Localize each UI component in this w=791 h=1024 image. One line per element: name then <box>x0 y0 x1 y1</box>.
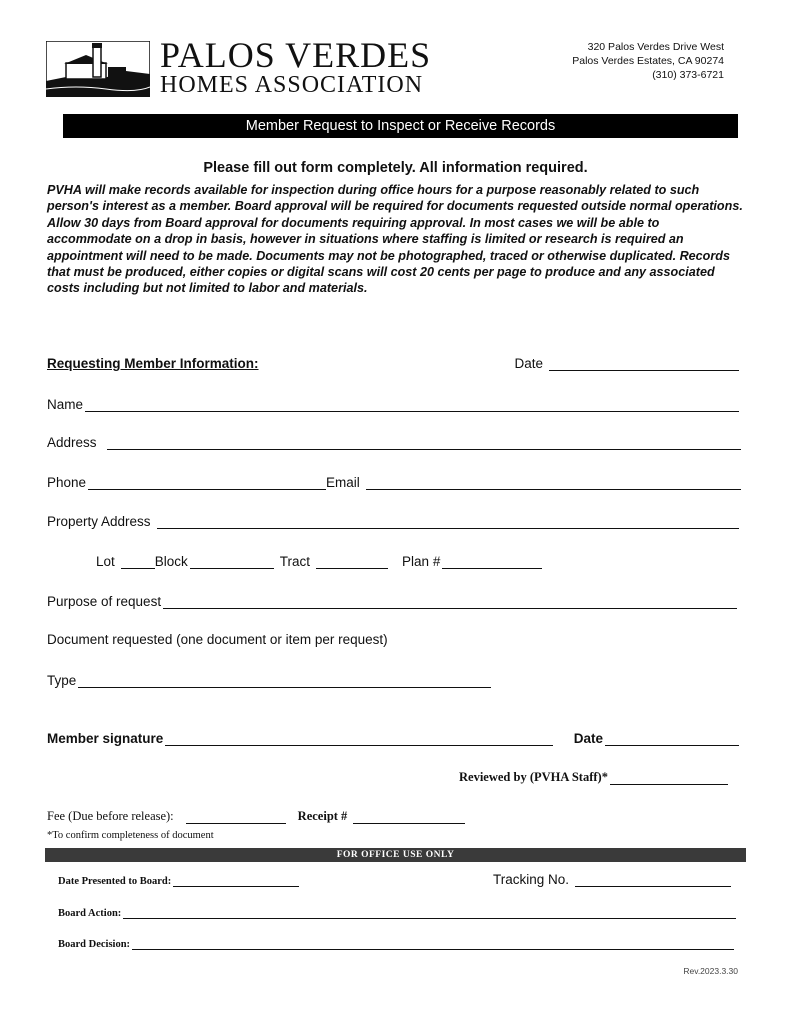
board-decision-row <box>58 938 734 950</box>
name-label: Name <box>47 397 84 412</box>
property-address-field[interactable] <box>157 514 739 529</box>
board-action-field[interactable] <box>123 907 736 919</box>
type-field[interactable] <box>78 673 491 688</box>
email-field[interactable] <box>366 475 741 490</box>
org-name-line2: HOMES ASSOCIATION <box>160 72 424 98</box>
lot-label: Lot <box>96 554 115 569</box>
name-field[interactable] <box>85 397 739 412</box>
block-label: Block <box>154 554 188 569</box>
lot-block-tract-plan-row <box>96 554 542 569</box>
date-presented-row <box>58 875 299 887</box>
tracking-row <box>493 872 731 887</box>
reviewed-by-label: Reviewed by (PVHA Staff)* <box>459 770 608 784</box>
lighthouse-logo-icon <box>46 41 150 97</box>
tracking-label: Tracking No. <box>493 872 570 887</box>
board-decision-label: Board Decision: <box>58 939 131 950</box>
org-address-block <box>540 40 724 82</box>
reviewed-by-field[interactable] <box>610 772 728 785</box>
block-field[interactable] <box>190 554 274 569</box>
board-action-label: Board Action: <box>58 908 122 919</box>
section-title: Requesting Member Information: <box>47 356 259 371</box>
address-field[interactable] <box>107 435 741 450</box>
footnote: *To confirm completeness of document <box>47 830 214 841</box>
revision-code: Rev.2023.3.30 <box>683 966 738 976</box>
email-label: Email <box>326 475 360 490</box>
member-info-header-row <box>47 356 739 371</box>
board-decision-field[interactable] <box>132 938 734 950</box>
type-label: Type <box>47 673 77 688</box>
phone-email-row <box>47 475 741 490</box>
org-phone: (310) 373-6721 <box>652 69 724 81</box>
tract-field[interactable] <box>316 554 388 569</box>
date-label: Date <box>514 356 543 371</box>
date-presented-label: Date Presented to Board: <box>58 876 172 887</box>
office-use-bar: FOR OFFICE USE ONLY <box>45 848 746 862</box>
fee-label: Fee (Due before release): <box>47 809 174 823</box>
form-title-banner: Member Request to Inspect or Receive Records <box>63 114 738 138</box>
phone-label: Phone <box>47 475 87 490</box>
signature-date-field[interactable] <box>605 731 739 746</box>
tracking-field[interactable] <box>575 872 731 887</box>
address-label: Address <box>47 435 97 450</box>
purpose-field[interactable] <box>163 594 737 609</box>
org-name-line1: PALOS VERDES <box>160 35 432 75</box>
type-row <box>47 673 491 688</box>
plan-label: Plan # <box>402 554 441 569</box>
address-row <box>47 435 741 450</box>
lot-field[interactable] <box>121 554 155 569</box>
property-address-row <box>47 514 739 529</box>
tract-label: Tract <box>279 554 311 569</box>
document-requested-row <box>47 632 388 647</box>
board-action-row <box>58 907 736 919</box>
signature-row <box>47 731 739 746</box>
member-signature-field[interactable] <box>165 731 553 746</box>
property-address-label: Property Address <box>47 514 151 529</box>
address-line2: Palos Verdes Estates, CA 90274 <box>572 55 724 67</box>
reviewed-row <box>459 770 728 785</box>
instruction-heading: Please fill out form completely. All information required. <box>203 160 588 176</box>
purpose-label: Purpose of request <box>47 594 162 609</box>
document-requested-label: Document requested (one document or item per request) <box>47 632 388 647</box>
plan-field[interactable] <box>442 554 542 569</box>
name-row <box>47 397 739 412</box>
receipt-label: Receipt # <box>297 809 348 823</box>
fee-receipt-row <box>47 809 465 824</box>
signature-date-label: Date <box>573 731 603 746</box>
address-line1: 320 Palos Verdes Drive West <box>587 41 724 53</box>
phone-field[interactable] <box>88 475 326 490</box>
receipt-field[interactable] <box>353 811 465 824</box>
date-presented-field[interactable] <box>173 875 299 887</box>
date-field[interactable] <box>549 356 739 371</box>
member-signature-label: Member signature <box>47 731 164 746</box>
fee-field[interactable] <box>186 811 286 824</box>
purpose-row <box>47 594 737 609</box>
records-policy-notice: PVHA will make records available for inspection during office hours for a purpose reasonably related to such person's interest as a member. Board approval will be required for documents requested outside normal operations. Allow 30 days from Board approval for documents requiring approval. In most cases we will be able to accommodate on a drop in basis, however in situations where staffing is limited or research is required an appointment will need to be made. Documents may not be photographed, traced or otherwise duplicated. Records that must be produced, either copies or digital scans will cost 20 cents per page to produce and any associated costs including but not limited to labor and materials. <box>47 183 743 296</box>
